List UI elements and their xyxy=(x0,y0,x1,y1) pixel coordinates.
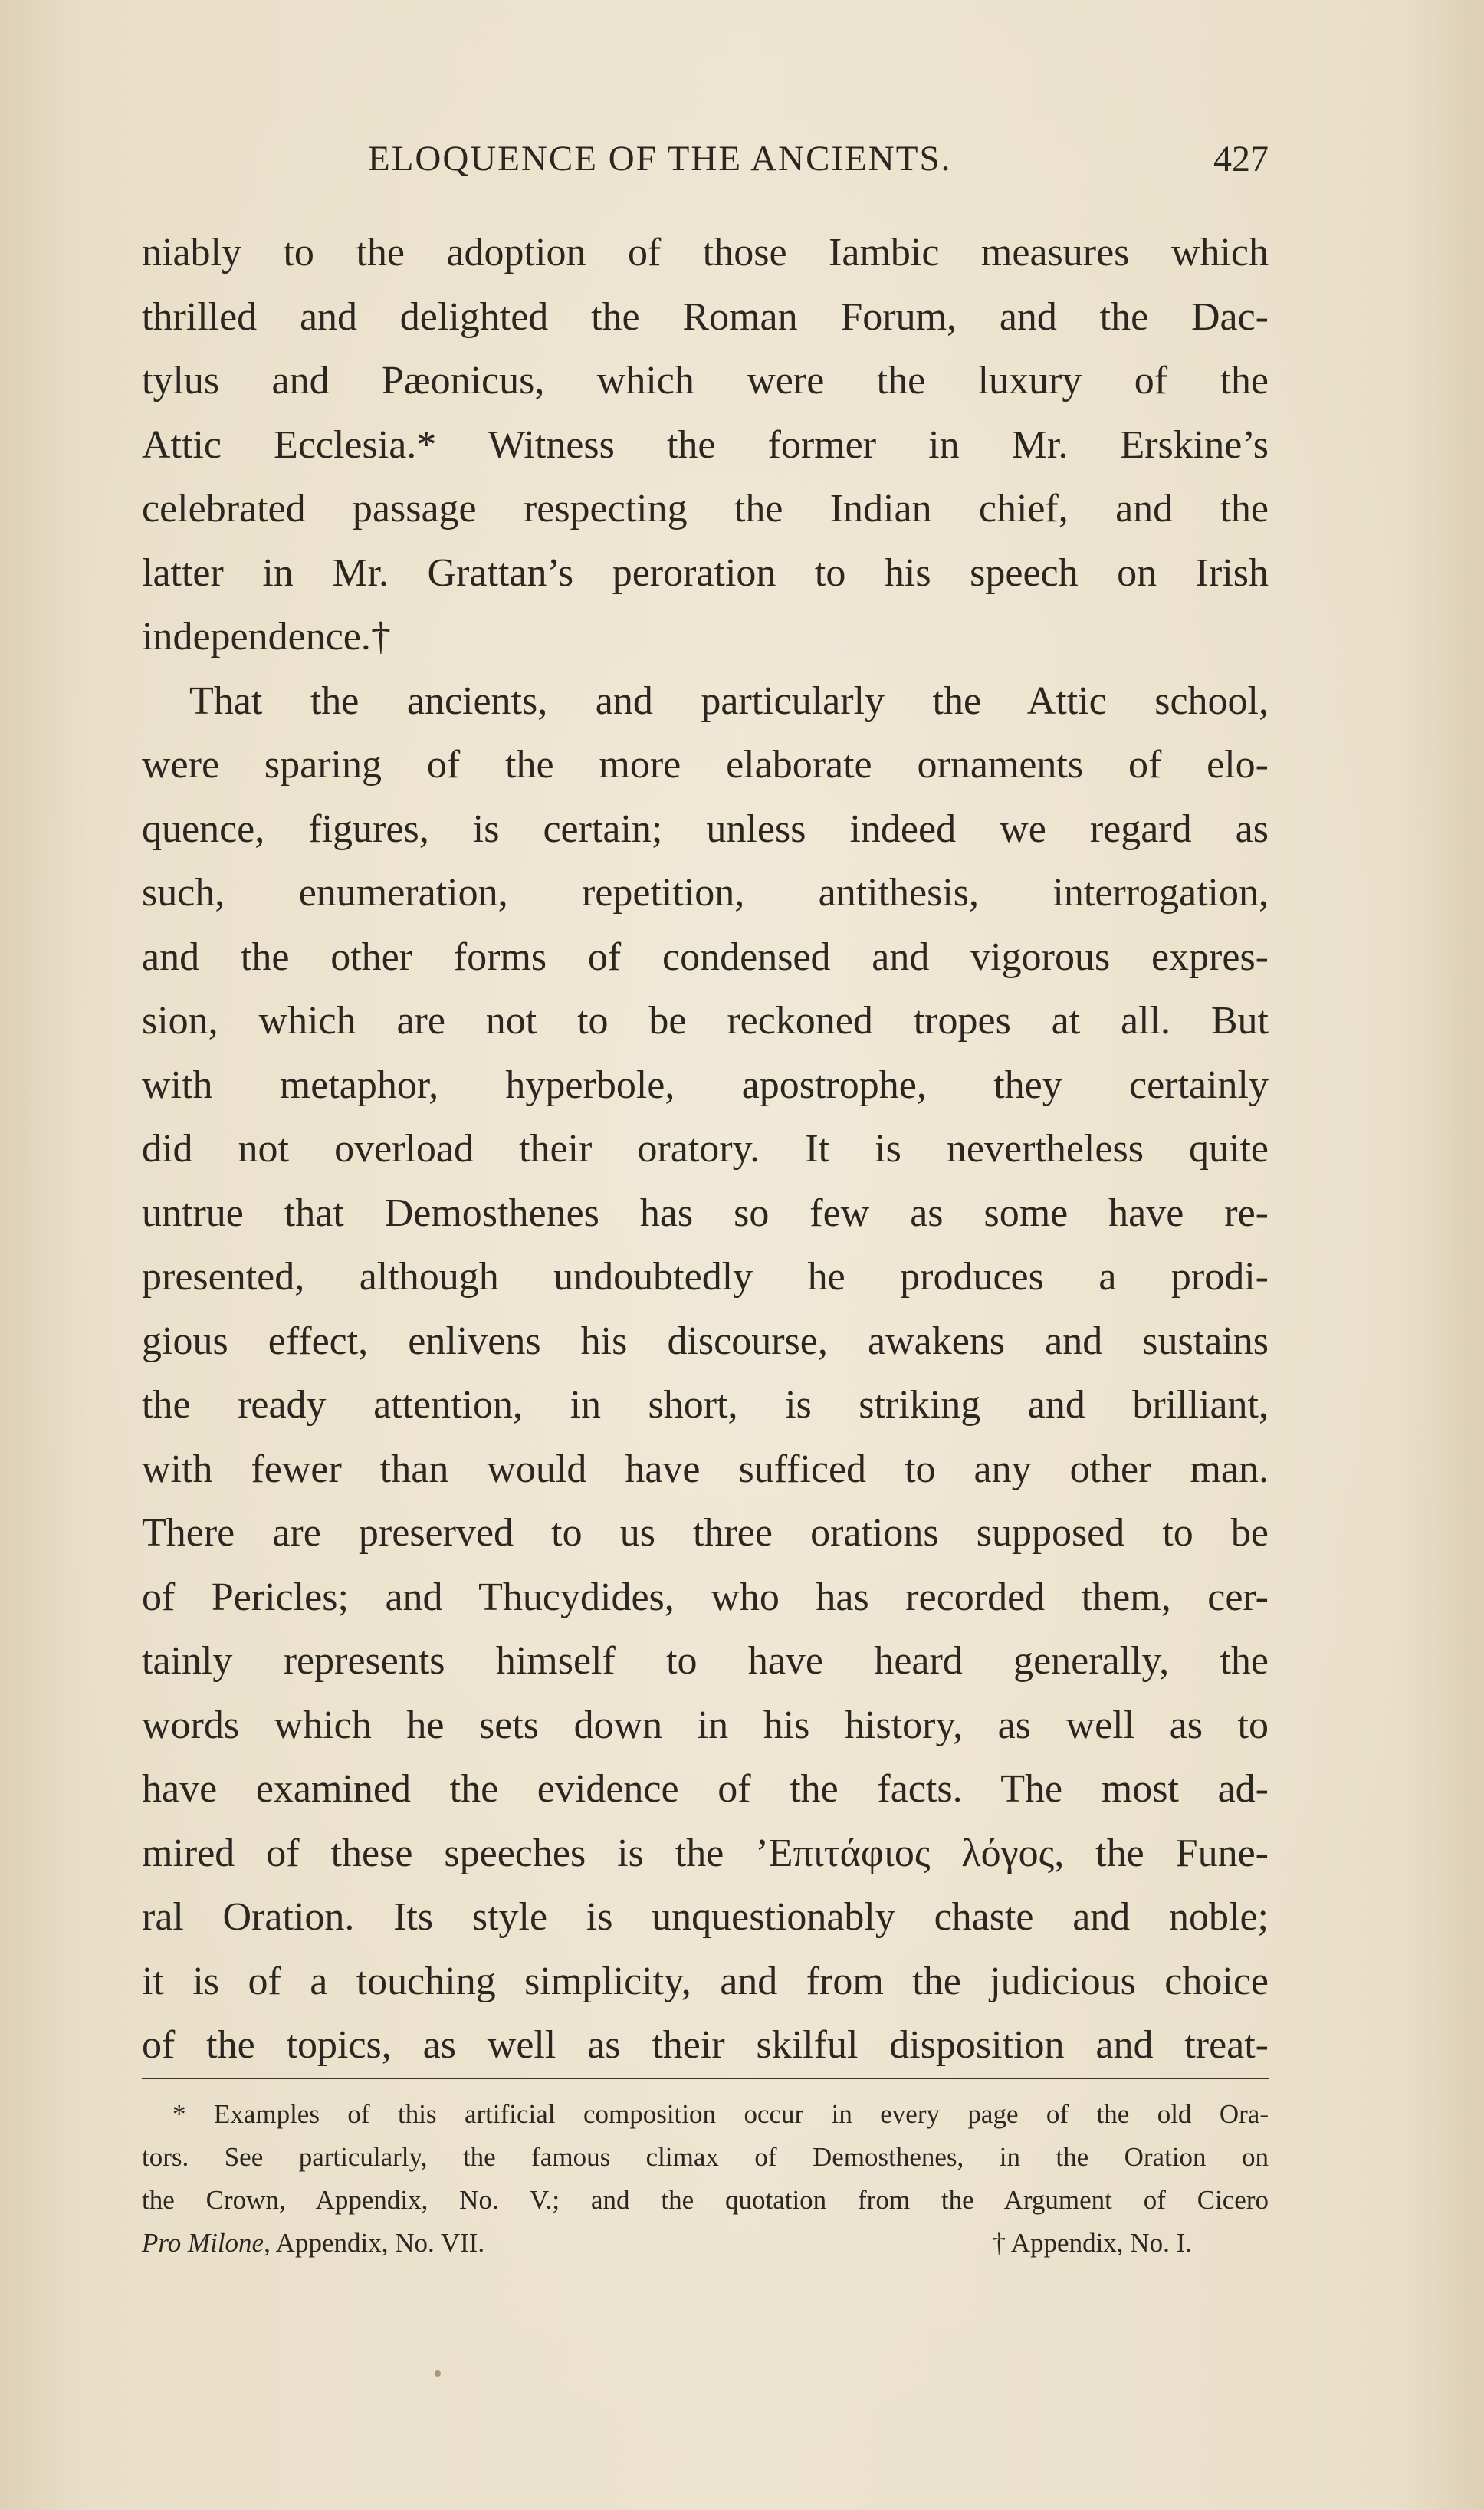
text-line: Attic Ecclesia.* Witness the former in Mr. Erskine’s xyxy=(142,422,1269,467)
text-line: were sparing of the more elaborate ornaments of elo- xyxy=(142,743,1269,787)
footnote-citation-rest: Appendix, No. VII. xyxy=(270,2228,485,2258)
footnote-line: the Crown, Appendix, No. V.; and the quotation from the Argument of Cicero xyxy=(142,2185,1269,2215)
footnote-dagger-ref: † Appendix, No. I. xyxy=(992,2228,1192,2258)
text-line: mired of these speeches is the ’Επιτάφιος λόγος, the Fune- xyxy=(142,1831,1269,1875)
text-line: latter in Mr. Grattan’s peroration to his speech on Irish xyxy=(142,550,1269,595)
text-line: of the topics, as well as their skilful disposition and treat- xyxy=(142,2023,1269,2067)
text-line: gious effect, enlivens his discourse, awakens and sustains xyxy=(142,1319,1269,1363)
text-line: thrilled and delighted the Roman Forum, and the Dac- xyxy=(142,294,1269,339)
text-line: celebrated passage respecting the Indian chief, and the xyxy=(142,487,1269,531)
text-line: and the other forms of condensed and vigorous expres- xyxy=(142,935,1269,979)
page-number: 427 xyxy=(1213,139,1269,179)
text-line: presented, although undoubtedly he produces a prodi- xyxy=(142,1255,1269,1299)
text-line: There are preserved to us three orations supposed to be xyxy=(142,1511,1269,1555)
text-line: did not overload their oratory. It is nevertheless quite xyxy=(142,1127,1269,1171)
text-line: sion, which are not to be reckoned tropes at all. But xyxy=(142,999,1269,1043)
footnote-citation xyxy=(142,2222,484,2265)
text-line: with metaphor, hyperbole, apostrophe, they certainly xyxy=(142,1063,1269,1107)
paper-speck xyxy=(435,2370,441,2377)
running-title: ELOQUENCE OF THE ANCIENTS. xyxy=(368,139,952,179)
text-line: tainly represents himself to have heard generally, the xyxy=(142,1639,1269,1683)
footnotes xyxy=(142,2093,1269,2265)
text-line: have examined the evidence of the facts. The most ad- xyxy=(142,1767,1269,1811)
footnote-italic-title: Pro Milone, xyxy=(142,2228,271,2258)
text-line: ral Oration. Its style is unquestionably chaste and noble; xyxy=(142,1895,1269,1939)
text-line: quence, figures, is certain; unless indeed we regard as xyxy=(142,807,1269,851)
footnote-line xyxy=(142,2222,1269,2265)
page-header xyxy=(142,138,1269,192)
text-line: words which he sets down in his history, as well as to xyxy=(142,1703,1269,1747)
text-line: That the ancients, and particularly the Attic school, xyxy=(189,678,1269,723)
footnote-line: * Examples of this artificial composition occur in every page of the old Ora- xyxy=(172,2099,1269,2129)
footnote-line: tors. See particularly, the famous climax of Demosthenes, in the Oration on xyxy=(142,2142,1269,2172)
text-line: it is of a touching simplicity, and from the judicious choice xyxy=(142,1959,1269,2003)
text-line: tylus and Pæonicus, which were the luxury of the xyxy=(142,359,1269,402)
text-line: with fewer than would have sufficed to any other man. xyxy=(142,1447,1269,1491)
text-line: the ready attention, in short, is striking and brilliant, xyxy=(142,1383,1269,1427)
body-text xyxy=(142,221,1269,2078)
text-line: untrue that Demosthenes has so few as some have re- xyxy=(142,1191,1269,1235)
text-line: of Pericles; and Thucydides, who has recorded them, cer- xyxy=(142,1575,1269,1619)
text-line: such, enumeration, repetition, antithesis, interrogation, xyxy=(142,871,1269,915)
text-line: independence.† xyxy=(142,615,391,659)
footnote-rule xyxy=(142,2078,1269,2079)
text-line: niably to the adoption of those Iambic measures which xyxy=(142,231,1269,274)
